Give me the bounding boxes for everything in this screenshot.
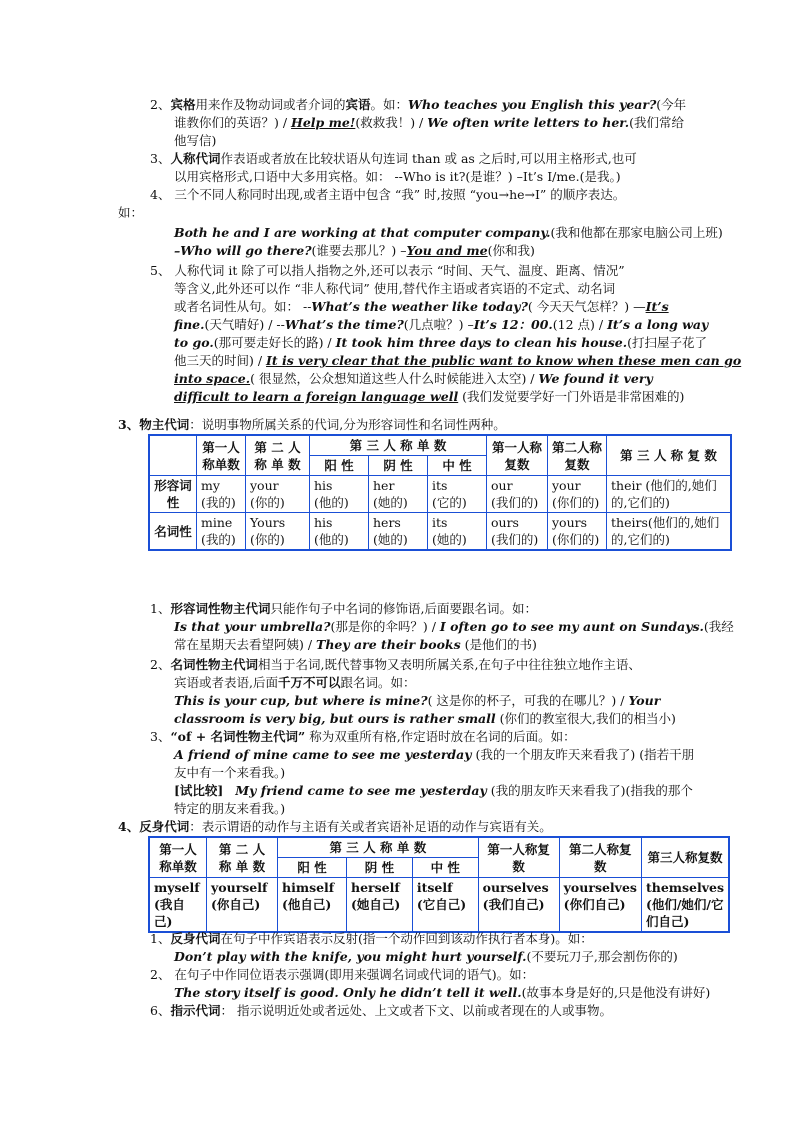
double-genitive-line-2: A friend of mine came to see me yesterday (我的一个朋友昨天来看我了) (指若干朋: [174, 747, 695, 762]
nominal-possessive-line-2: 宾语或者表语,后面千万不可以跟名词。如：: [174, 675, 416, 690]
table-corner: [149, 435, 197, 476]
row-label-adjectival: 形容词性: [149, 476, 197, 513]
reflexive-table: [148, 836, 730, 933]
pronoun-order-example-2: –Who will go there?(谁要去那儿？) –You and me(你和我): [174, 243, 535, 258]
double-genitive-line-5: 特定的朋友来看我。): [174, 801, 286, 816]
it-usage-line-1: 5、 人称代词 it 除了可以指人指物之外,还可以表示 “时间、天气、温度、距离、情况”: [150, 263, 625, 278]
pronoun-order-example-1: Both he and I are working at that computer company.(我和他都在那家电脑公司上班): [174, 225, 723, 240]
header-second-singular: 第 二 人 称 单 数: [207, 837, 278, 878]
object-case-line-2: 谁教你们的英语？) / Help me!(救救我！) / We often write letters to her.(我们常给: [174, 115, 684, 130]
nominal-possessive-line-4: classroom is very big, but ours is rather small (你们的教室很大,我们的相当小): [174, 711, 676, 726]
header-neuter: 中 性: [412, 858, 478, 878]
header-feminine: 阴 性: [369, 456, 428, 476]
table-cell: hers (她的): [369, 513, 428, 551]
header-first-plural: 第一人称复数: [487, 435, 548, 476]
it-usage-line-8: difficult to learn a foreign language well (我们发觉要学好一门外语是非常困难的): [174, 389, 685, 404]
table-cell: his (他的): [310, 476, 369, 513]
table-cell: itself (它自己): [412, 878, 478, 933]
table-cell: his (他的): [310, 513, 369, 551]
table-cell: himself (他自己): [278, 878, 347, 933]
adjectival-possessive-line-2: Is that your umbrella?(那是你的伞吗？) / I often go to see my aunt on Sundays.(我经: [174, 619, 734, 634]
reflexive-usage-line-3: 2、 在句子中作同位语表示强调(即用来强调名词或代词的语气)。如：: [150, 967, 535, 982]
adjectival-possessive-line-1: 1、形容词性物主代词只能作句子中名词的修饰语,后面要跟名词。如：: [150, 601, 537, 616]
nominal-possessive-line-3: This is your cup, but where is mine?( 这是你的杯子，可我的在哪儿？) / Your: [174, 693, 661, 708]
header-third-plural: 第 三 人 称 复 数: [607, 435, 732, 476]
pronoun-predicative-line-1: 3、人称代词作表语或者放在比较状语从句连词 than 或 as 之后时,可以用主格形式,也可: [150, 151, 637, 166]
table-cell: its (她的): [428, 513, 487, 551]
it-usage-line-2: 等含义,此外还可以作 “非人称代词” 使用,替代作主语或者宾语的不定式、动名词: [174, 281, 616, 296]
table-cell: Yours (你的): [246, 513, 310, 551]
header-masculine: 阳 性: [278, 858, 347, 878]
header-neuter: 中 性: [428, 456, 487, 476]
header-third-singular: 第 三 人 称 单 数: [278, 837, 479, 858]
adjectival-possessive-line-3: 常在星期天去看望阿姨) / They are their books (是他们的书): [174, 637, 537, 652]
table-cell: mine (我的): [197, 513, 246, 551]
table-cell: my (我的): [197, 476, 246, 513]
table-cell: theirs(他们的,她们的,它们的): [607, 513, 732, 551]
table-cell: yours (你们的): [548, 513, 607, 551]
it-usage-line-7: into space.( 很显然，公众想知道这些人什么时候能进入太空) / We found it very: [174, 371, 653, 386]
it-usage-line-4: fine.(天气晴好) / --What’s the time?(几点啦？) –It’s 12：00.(12 点) / It’s a long way: [174, 317, 709, 332]
table-cell: ourselves (我们自己): [478, 878, 559, 933]
object-case-line-3: 他写信): [174, 133, 217, 148]
table-cell: their (他们的,她们的,它们的): [607, 476, 732, 513]
pronoun-order-line-2: 如：: [118, 205, 144, 220]
demonstrative-line: 6、指示代词： 指示说明近处或者远处、上文或者下文、以前或者现在的人或事物。: [150, 1003, 612, 1018]
table-cell: its (它的): [428, 476, 487, 513]
table-cell: her (她的): [369, 476, 428, 513]
table-cell: yourself (你自己): [207, 878, 278, 933]
nominal-possessive-line-1: 2、名词性物主代词相当于名词,既代替事物又表明所属关系,在句子中往往独立地作主语、: [150, 657, 641, 672]
header-third-singular: 第 三 人 称 单 数: [310, 435, 487, 456]
it-usage-line-6: 他三天的时间) / It is very clear that the public want to know when these men can go: [174, 353, 742, 368]
row-label-nominal: 名词性: [149, 513, 197, 551]
header-second-singular: 第 二 人 称 单 数: [246, 435, 310, 476]
table-cell: your (你的): [246, 476, 310, 513]
it-usage-line-3: 或者名词性从句。如： --What’s the weather like today?( 今天天气怎样？) —It’s: [174, 299, 669, 314]
reflexive-usage-line-4: The story itself is good. Only he didn’t tell it well.(故事本身是好的,只是他没有讲好): [174, 985, 711, 1000]
object-case-line-1: 2、宾格用来作及物动词或者介词的宾语。如：Who teaches you English this year?(今年: [150, 97, 687, 112]
table-cell: your (你们的): [548, 476, 607, 513]
header-first-singular: 第一人称单数: [197, 435, 246, 476]
pronoun-predicative-line-2: 以用宾格形式,口语中大多用宾格。如： --Who is it?(是谁？) –It’s I/me.(是我。): [174, 169, 621, 184]
table-cell: ours (我们的): [487, 513, 548, 551]
header-masculine: 阳 性: [310, 456, 369, 476]
reflexive-heading: 4、反身代词：表示谓语的动作与主语有关或者宾语补足语的动作与宾语有关。: [118, 819, 552, 834]
header-third-plural: 第三人称复数: [641, 837, 729, 878]
table-cell: yourselves (你们自己): [559, 878, 641, 933]
double-genitive-line-4: [试比较] My friend came to see me yesterday (我的朋友昨天来看我了)(指我的那个: [174, 783, 693, 798]
header-second-plural: 第二人称复数: [559, 837, 641, 878]
possessive-heading: 3、物主代词：说明事物所属关系的代词,分为形容词性和名词性两种。: [118, 417, 506, 432]
table-cell: myself (我自己): [149, 878, 207, 933]
table-cell: herself (她自己): [347, 878, 413, 933]
double-genitive-line-1: 3、“of + 名词性物主代词” 称为双重所有格,作定语时放在名词的后面。如：: [150, 729, 576, 744]
header-first-plural: 第一人称复数: [478, 837, 559, 878]
header-second-plural: 第二人称复数: [548, 435, 607, 476]
it-usage-line-5: to go.(那可要走好长的路) / It took him three days to clean his house.(打扫屋子花了: [174, 335, 707, 350]
table-cell: our (我们的): [487, 476, 548, 513]
header-first-singular: 第一人称单数: [149, 837, 207, 878]
double-genitive-line-3: 友中有一个来看我。): [174, 765, 286, 780]
header-feminine: 阴 性: [347, 858, 413, 878]
pronoun-order-line-1: 4、 三个不同人称同时出现,或者主语中包含 “我” 时,按照 “you→he→I” 的顺序表达。: [150, 187, 626, 202]
reflexive-usage-line-2: Don’t play with the knife, you might hurt yourself.(不要玩刀子,那会割伤你的): [174, 949, 678, 964]
possessive-table: [148, 434, 732, 551]
table-cell: themselves (他们/她们/它们自己): [641, 878, 729, 933]
reflexive-usage-line-1: 1、反身代词在句子中作宾语表示反射(指一个动作回到该动作执行者本身)。如：: [150, 931, 593, 946]
